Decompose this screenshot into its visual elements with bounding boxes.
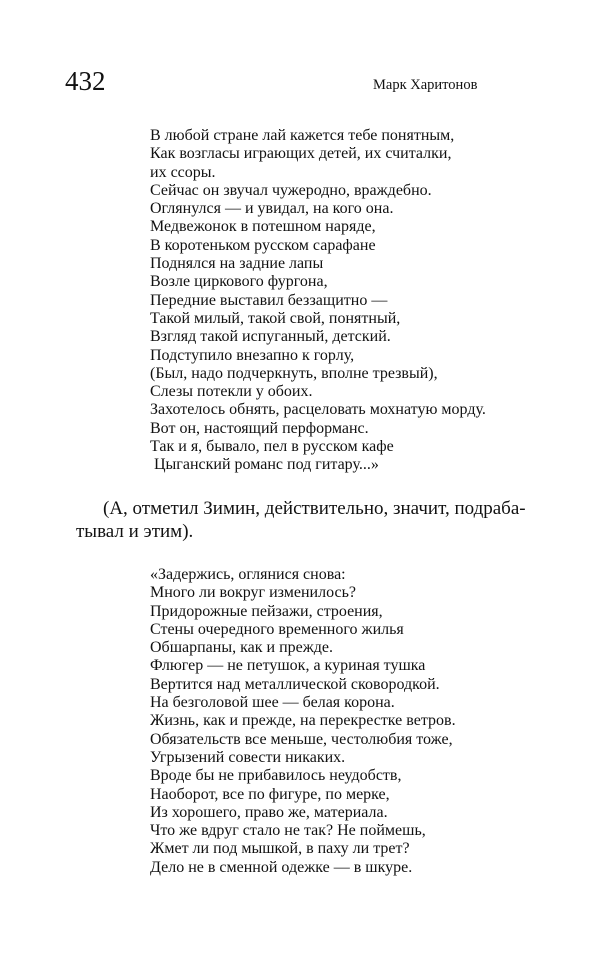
- verse-line: Слезы потекли у обоих.: [150, 383, 313, 401]
- verse-line: Вертится над металлической сковородкой.: [150, 675, 440, 693]
- verse-line: Поднялся на задние лапы: [150, 255, 324, 273]
- verse-line: Так и я, бывало, пел в русском кафе: [150, 438, 394, 456]
- prose-line: (А, отметил Зимин, действительно, значит, подраба-: [103, 498, 526, 519]
- verse-line: Вот он, настоящий перформанс.: [150, 419, 369, 437]
- verse-line: Медвежонок в потешном наряде,: [150, 218, 376, 236]
- page-number: 432: [65, 66, 106, 96]
- running-head: Марк Харитонов: [373, 77, 478, 93]
- verse-line: Наоборот, все по фигуре, по мерке,: [150, 785, 390, 803]
- prose-paragraph: [76, 497, 533, 543]
- verse-block-2: [150, 566, 456, 877]
- verse-line: Угрызений совести никаких.: [150, 748, 346, 766]
- verse-line: Из хорошего, право же, материала.: [150, 803, 388, 821]
- verse-line: Оглянулся — и увидал, на кого она.: [150, 200, 394, 218]
- verse-line: Подступило внезапно к горлу,: [150, 346, 355, 364]
- verse-line: Сейчас он звучал чужеродно, враждебно.: [150, 181, 432, 199]
- verse-line: Такой милый, такой свой, понятный,: [150, 309, 401, 327]
- verse-line: В коротеньком русском сарафане: [150, 236, 376, 254]
- verse-line: Что же вдруг стало не так? Не поймешь,: [150, 822, 426, 840]
- verse-line: Стены очередного временного жилья: [150, 620, 404, 638]
- verse-line: Жизнь, как и прежде, на перекрестке ветров.: [150, 712, 456, 730]
- verse-line: Много ли вокруг изменилось?: [150, 584, 356, 602]
- verse-line: Как возгласы играющих детей, их считалки,: [150, 145, 452, 163]
- prose-line: тывал и этим).: [76, 521, 194, 542]
- verse-line: (Был, надо подчеркнуть, вполне трезвый),: [150, 364, 438, 382]
- verse-line: Взгляд такой испуганный, детский.: [150, 328, 391, 346]
- verse-line: Захотелось обнять, расцеловать мохнатую морду.: [150, 401, 486, 419]
- verse-block-1: [150, 127, 486, 475]
- verse-line: Передние выставил беззащитно —: [150, 291, 388, 309]
- verse-line: Жмет ли под мышкой, в паху ли трет?: [150, 840, 410, 858]
- verse-line: Возле циркового фургона,: [150, 273, 328, 291]
- verse-line: Дело не в сменной одежке — в шкуре.: [150, 858, 413, 876]
- verse-line: Вроде бы не прибавилось неудобств,: [150, 767, 402, 785]
- verse-line: Обшарпаны, как и прежде.: [150, 639, 334, 657]
- verse-line: Флюгер — не петушок, а куриная тушка: [150, 657, 426, 675]
- verse-line: их ссоры.: [150, 163, 216, 181]
- verse-line: На безголовой шее — белая корона.: [150, 694, 395, 712]
- verse-line: Обязательств все меньше, честолюбия тоже,: [150, 730, 453, 748]
- verse-line: Цыганский романс под гитару...»: [154, 456, 379, 474]
- verse-line: Придорожные пейзажи, строения,: [150, 602, 383, 620]
- verse-line: «Задержись, оглянися снова:: [150, 566, 346, 583]
- verse-line: В любой стране лай кажется тебе понятным,: [150, 127, 455, 144]
